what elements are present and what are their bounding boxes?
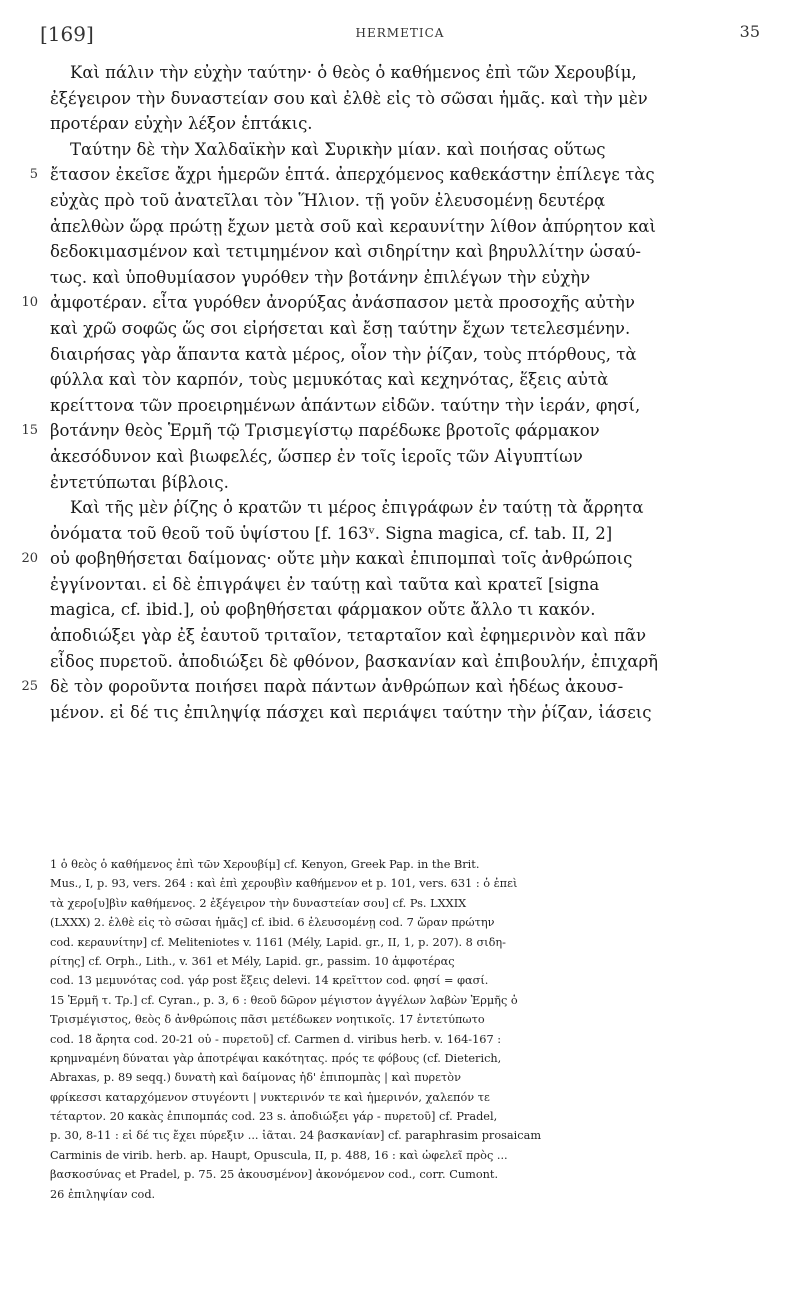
line-text: εἶδος πυρετοῦ. ἀποδιώξει δὲ φθόνον, βασκανίαν καὶ ἐπιβουλήν, ἐπιχαρῆ (50, 651, 659, 671)
line-text: ἀπελθὼν ὥρᾳ πρώτῃ ἔχων μετὰ σοῦ καὶ κεραυνίτην λίθον ἀπύρητον καὶ (50, 216, 656, 236)
line-text: ἀμφοτέραν. εἶτα γυρόθεν ἀνορύξας ἀνάσπασον μετὰ προσοχῆς αὐτὴν (50, 293, 635, 313)
text-line (50, 495, 760, 521)
text-line (21, 546, 760, 572)
line-number: 10 (21, 295, 38, 311)
footnote-line: 15 Ἑρμῆ τ. Τρ.] cf. Cyran., p. 3, 6 : θεοῦ δῶρον μέγιστον ἀγγέλων λαβὼν Ἑρμῆς ὁ (50, 993, 518, 1007)
footnote-line: τὰ χερο[υ]βὶν καθήμενος. 2 ἐξέγειρον τὴν δυναστείαν σου] cf. Ps. LXXIX (50, 896, 467, 910)
text-line (50, 316, 760, 342)
text-line (50, 367, 760, 393)
line-text: κρείττονα τῶν προειρημένων ἁπάντων εἰδῶν. ταύτην τὴν ἱεράν, φησί, (50, 395, 641, 415)
text-line (50, 649, 760, 675)
text-line (50, 239, 760, 265)
line-text: ἐντετύπωται βίβλοις. (50, 472, 229, 492)
text-line (50, 111, 760, 137)
text-line (29, 162, 760, 188)
footnote-line: 1 ὁ θεὸς ὁ καθήμενος ἐπὶ τῶν Χερουβίμ] cf. Kenyon, Greek Pap. in the Brit. (50, 858, 480, 871)
text-line (50, 214, 760, 240)
line-text: μένον. εἰ δέ τις ἐπιληψίᾳ πάσχει καὶ περιάψει ταύτην τὴν ῥίζαν, ἰάσεις (50, 702, 652, 722)
footnote-line: (LXXX) 2. ἐλθὲ εἰς τὸ σῶσαι ἡμᾶς] cf. ibid. 6 ἐλευσομένῃ cod. 7 ὥραν πρώτην (50, 916, 495, 930)
line-number: 20 (21, 551, 38, 567)
text-line (50, 60, 760, 86)
page-number: [169] (40, 22, 94, 46)
line-number: 25 (21, 679, 38, 695)
footnote-line: cod. 13 μεμυνότας cod. γάρ post ἕξεις delevi. 14 κρεῖττον cod. φησί = φασί. (50, 974, 489, 988)
text-line (50, 444, 760, 470)
text-line (50, 342, 760, 368)
line-text: οὐ φοβηθήσεται δαίμονας· οὔτε μὴν κακαὶ ἐπιπομπαὶ τοῖς ἀνθρώποις (50, 549, 633, 569)
footnotes (50, 855, 760, 1204)
line-text: καὶ χρῶ σοφῶς ὥς σοι εἰρήσεται καὶ ἔσῃ ταύτην ἔχων τετελεσμένην. (50, 318, 631, 338)
footnote-line: φρίκεσσι καταρχόμενον στυγέοντι | νυκτερινόν τε καὶ ἡμερινόν, χαλεπόν τε (50, 1090, 490, 1104)
footnote-line: Τρισμέγιστος, θεὸς δ ἀνθρώποις πᾶσι μετέδωκεν νοητικοῖς. 17 ἐντετύπωτο (50, 1013, 485, 1027)
text-line (21, 290, 760, 316)
line-text: Καὶ τῆς μὲν ῥίζης ὁ κρατῶν τι μέρος ἐπιγράφων ἐν ταύτῃ τὰ ἄρρητα (70, 498, 644, 518)
line-text: βοτάνην θεὸς Ἑρμῆ τῷ Τρισμεγίστῳ παρέδωκε βροτοῖς φάρμακον (50, 421, 600, 441)
footnote-line: τέταρτον. 20 κακὰς ἐπιπομπάς cod. 23 s. ἀποδιώξει γάρ - πυρετοῦ] cf. Pradel, (50, 1110, 498, 1124)
line-text: Ταύτην δὲ τὴν Χαλδαϊκὴν καὶ Συρικὴν μίαν. καὶ ποιήσας οὕτως (70, 139, 606, 159)
folio-number: 35 (739, 22, 760, 41)
line-text: διαιρήσας γὰρ ἅπαντα κατὰ μέρος, οἷον τὴν ῥίζαν, τοὺς πτόρθους, τὰ (50, 344, 637, 364)
text-line (50, 393, 760, 419)
running-title: HERMETICA (355, 26, 445, 40)
footnote-line: Abraxas, p. 89 seqq.) δυνατὴ καὶ δαίμονας ἠδ' ἐπιπομπὰς | καὶ πυρετὸν (50, 1071, 461, 1085)
main-text (21, 60, 760, 725)
footnote-line: βασκοσύνας et Pradel, p. 75. 25 ἀκουσμένον] ἀκονόμενον cod., corr. Cumont. (50, 1168, 499, 1182)
text-line (50, 521, 760, 547)
footnote-line: ρίτης] cf. Orph., Lith., v. 361 et Mély, Lapid. gr., passim. 10 ἀμφοτέρας (50, 954, 455, 968)
line-text: δεδοκιμασμένον καὶ τετιμημένον καὶ σιδηρίτην καὶ βηρυλλίτην ὡσαύ- (50, 242, 641, 262)
line-number: 5 (29, 167, 38, 183)
line-number: 15 (21, 423, 38, 439)
line-text: δὲ τὸν φοροῦντα ποιήσει παρὰ πάντων ἀνθρώπων καὶ ἡδέως ἀκουσ- (50, 677, 624, 697)
text-line (50, 86, 760, 112)
line-text: τως. καὶ ὑποθυμίασον γυρόθεν τὴν βοτάνην ἐπιλέγων τὴν εὐχὴν (50, 267, 591, 287)
text-line (21, 418, 760, 444)
footnote-line: cod. κεραυνίτην] cf. Meliteniotes v. 1161 (Mély, Lapid. gr., II, 1, p. 207). 8 σιδη- (50, 935, 506, 949)
line-text: εὐχὰς πρὸ τοῦ ἀνατεῖλαι τὸν Ἥλιον. τῇ γοῦν ἐλευσομένῃ δευτέρᾳ (50, 190, 606, 210)
line-text: ἀκεσόδυνον καὶ βιωφελές, ὥσπερ ἐν τοῖς ἱεροῖς τῶν Αἰγυπτίων (50, 446, 583, 466)
text-line (50, 137, 760, 163)
text-line (50, 700, 760, 726)
footnote-line: p. 30, 8-11 : εἰ δέ τις ἔχει πύρεξιν ... ἰᾶται. 24 βασκανίαν] cf. paraphrasim prosaicam (50, 1129, 542, 1143)
footnote-line: cod. 18 ἄρητα cod. 20-21 οὐ - πυρετοῦ] cf. Carmen d. viribus herb. v. 164-167 : (50, 1032, 502, 1046)
line-text: ἐγγίνονται. εἰ δὲ ἐπιγράψει ἐν ταύτῃ καὶ ταῦτα καὶ κρατεῖ [signa (50, 574, 600, 594)
line-text: ἐξέγειρον τὴν δυναστείαν σου καὶ ἐλθὲ εἰς τὸ σῶσαι ἡμᾶς. καὶ τὴν μὲν (50, 88, 648, 108)
text-line (50, 572, 760, 598)
text-line (50, 623, 760, 649)
line-text: Καὶ πάλιν τὴν εὐχὴν ταύτην· ὁ θεὸς ὁ καθήμενος ἐπὶ τῶν Χερουβίμ, (70, 63, 637, 82)
line-text: φύλλα καὶ τὸν καρπόν, τοὺς μεμυκότας καὶ κεχηνότας, ἕξεις αὐτὰ (50, 370, 609, 390)
footnote-line: Carminis de virib. herb. ap. Haupt, Opuscula, II, p. 488, 16 : καὶ ὠφελεῖ πρὸς ... (50, 1148, 508, 1162)
line-text: ἀποδιώξει γὰρ ἐξ ἑαυτοῦ τριταῖον, τεταρταῖον καὶ ἐφημερινὸν καὶ πᾶν (50, 626, 647, 646)
footnote-line: Mus., I, p. 93, vers. 264 : καὶ ἐπὶ χερουβὶν καθήμενον et p. 101, vers. 631 : ὁ ἐπεὶ (50, 877, 518, 891)
text-line (50, 265, 760, 291)
text-line (50, 188, 760, 214)
footnote-line: 26 ἐπιληψίαν cod. (50, 1187, 156, 1201)
line-text: ὀνόματα τοῦ θεοῦ τοῦ ὑψίστου [f. 163ᵛ. Signa magica, cf. tab. II, 2] (50, 523, 613, 543)
running-head (40, 22, 760, 46)
line-text: ἔτασον ἐκεῖσε ἄχρι ἡμερῶν ἑπτά. ἀπερχόμενος καθεκάστην ἐπίλεγε τὰς (50, 165, 655, 185)
text-line (50, 597, 760, 623)
footnote-line: κρημναμένη δύναται γὰρ ἀποτρέψαι κακότητας. πρός τε φόβους (cf. Dieterich, (50, 1051, 502, 1065)
line-text: προτέραν εὐχὴν λέξον ἑπτάκις. (50, 114, 313, 134)
line-text: magica, cf. ibid.], οὐ φοβηθήσεται φάρμακον οὔτε ἄλλο τι κακόν. (50, 600, 596, 620)
text-line (21, 674, 760, 700)
text-line (50, 470, 760, 496)
